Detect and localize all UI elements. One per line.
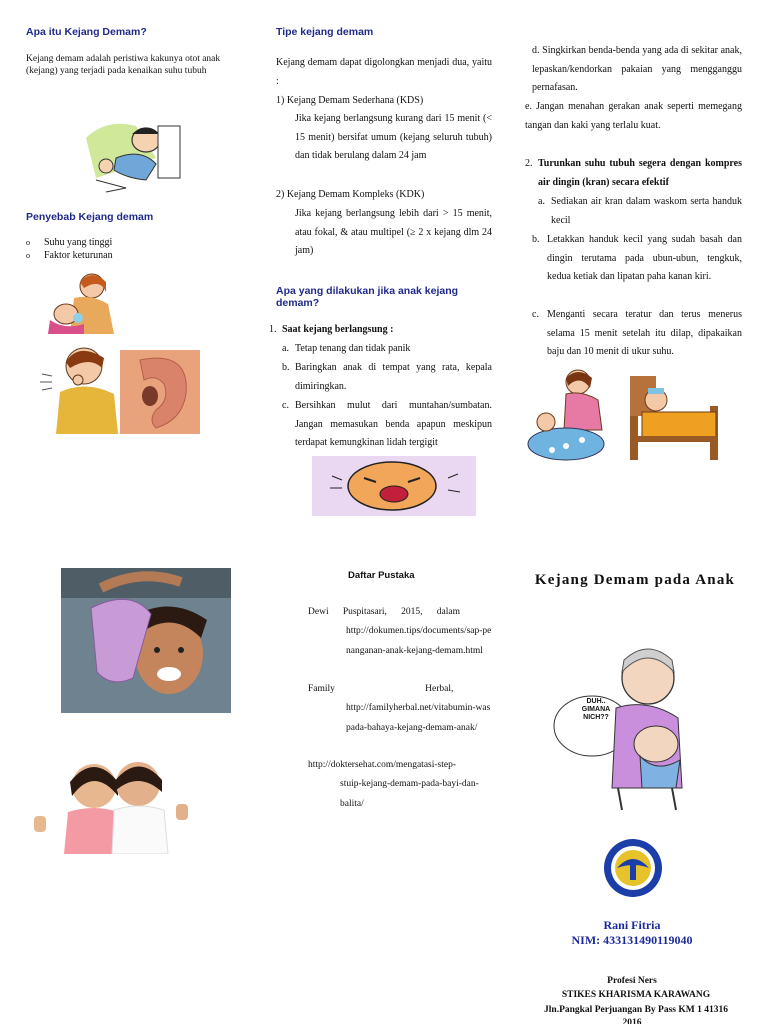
author-name: Rani Fitria	[603, 918, 661, 932]
step1-a-key: a.	[282, 343, 289, 354]
heading-causes: Penyebab Kejang demam	[26, 211, 154, 223]
reference-2-url: http://familyherbal.net/vitabumin-waspada-bahaya-kejang-demam-anak/	[346, 703, 491, 733]
heading-what-to-do: Apa yang dilakukan jika anak kejang demam?	[276, 285, 459, 309]
step2-b-text: Letakkan handuk kecil yang sudah basah dan dingin terutama pada ubun-ubun, tengkuk, kedua ketiak dan lipatan paha kanan kiri.	[547, 234, 742, 282]
heading-what-is: Apa itu Kejang Demam?	[26, 26, 147, 38]
reference-3-url-part1: http://doktersehat.com/mengatasi-step-	[308, 760, 457, 770]
mother-nursing-illustration	[526, 366, 622, 464]
cause-item: o Suhu yang tinggi	[26, 236, 113, 249]
author-nim: NIM: 433131490119040	[571, 933, 693, 947]
step1-number: 1.	[269, 324, 277, 335]
child-in-bed-illustration	[626, 366, 722, 464]
types-intro: Kejang demam dapat digolongkan menjadi dua, yaitu :	[276, 57, 492, 87]
type-kds-title: 1) Kejang Demam Sederhana (KDS)	[276, 95, 424, 106]
reference-1-author: Dewi Puspitasari, 2015, dalam	[308, 607, 460, 617]
happy-children-photo	[28, 752, 194, 854]
step1-c-text: Bersihkan mulut dari muntahan/sumbatan. Jangan memasukan benda apapun meskipun terdapat kemungkinan lidah tergigit	[295, 400, 492, 448]
heading-types: Tipe kejang demam	[276, 26, 374, 38]
type-kdk-title: 2) Kejang Demam Kompleks (KDK)	[276, 189, 425, 200]
type-kds-body: Jika kejang berlangsung kurang dari 15 menit (< 15 menit) bersifat umum (kejang seluruh tubuh) dan tidak berulang dalam 24 jam	[295, 113, 492, 161]
school-name: STIKES KHARISMA KARAWANG	[561, 990, 711, 1000]
cause-item: o Faktor keturunan	[26, 249, 113, 262]
grandmother-holding-child-illustration	[552, 638, 690, 814]
child-compress-photo	[61, 568, 231, 713]
step1-e-text: e. Jangan menahan gerakan anak seperti memegang tangan dan kaki yang terlalu kuat.	[525, 101, 742, 131]
speech-bubble-text: DUH.. GIMANA NICH??	[581, 698, 611, 721]
year: 2016	[622, 1018, 642, 1024]
coughing-child-illustration	[38, 340, 122, 434]
sick-child-illustration	[86, 118, 182, 196]
step1-b-key: b.	[282, 362, 290, 373]
ear-photo	[120, 350, 200, 434]
step1-d-text: d. Singkirkan benda-benda yang ada di sekitar anak, lepaskan/kendorkan pakaian yang mengganggu pernafasan.	[532, 45, 742, 93]
references-title: Daftar Pustaka	[348, 570, 415, 581]
reference-2-author: Family Herbal,	[308, 684, 454, 694]
reference-1-url: http://dokumen.tips/documents/sap-penanganan-anak-kejang-demam.html	[346, 626, 492, 656]
step1-a-text: Tetap tenang dan tidak panik	[295, 343, 411, 354]
step1-c-key: c.	[282, 400, 289, 411]
step2-a-key: a.	[538, 196, 545, 207]
stikes-logo	[603, 838, 663, 898]
step2-c-text: Menganti secara teratur dan terus menerus selama 15 menit setelah itu dilap, dipakaikan baju dan 10 menit di ukur suhu.	[547, 309, 742, 357]
crying-child-illustration	[312, 456, 476, 516]
type-kdk-body: Jika kejang berlangsung lebih dari > 15 menit, atau fokal, & atau multipel (≥ 2 x kejang dlm 24 jam)	[295, 208, 492, 256]
step1-title: Saat kejang berlangsung :	[282, 324, 394, 335]
step2-a-text: Sediakan air kran dalam waskom serta handuk kecil	[551, 196, 742, 226]
step2-title: Turunkan suhu tubuh segera dengan kompres air dingin (kran) secara efektif	[538, 158, 742, 188]
causes-list	[26, 236, 113, 262]
cover-title: Kejang Demam pada Anak	[534, 572, 736, 588]
step2-number: 2.	[525, 158, 533, 169]
reference-3-url-part2: stuip-kejang-demam-pada-bayi-dan-balita/	[340, 779, 479, 809]
step2-c-key: c.	[532, 309, 539, 320]
mother-child-illustration	[44, 268, 124, 338]
school-address: Jln.Pangkal Perjuangan By Pass KM 1 41316	[544, 1005, 728, 1015]
department: Profesi Ners	[607, 976, 657, 986]
definition-text: Kejang demam adalah peristiwa kakunya otot anak (kejang) yang terjadi pada kenaikan suhu tubuh	[26, 54, 221, 76]
step1-b-text: Baringkan anak di tempat yang rata, kepala dimiringkan.	[295, 362, 492, 392]
step2-b-key: b.	[532, 234, 540, 245]
